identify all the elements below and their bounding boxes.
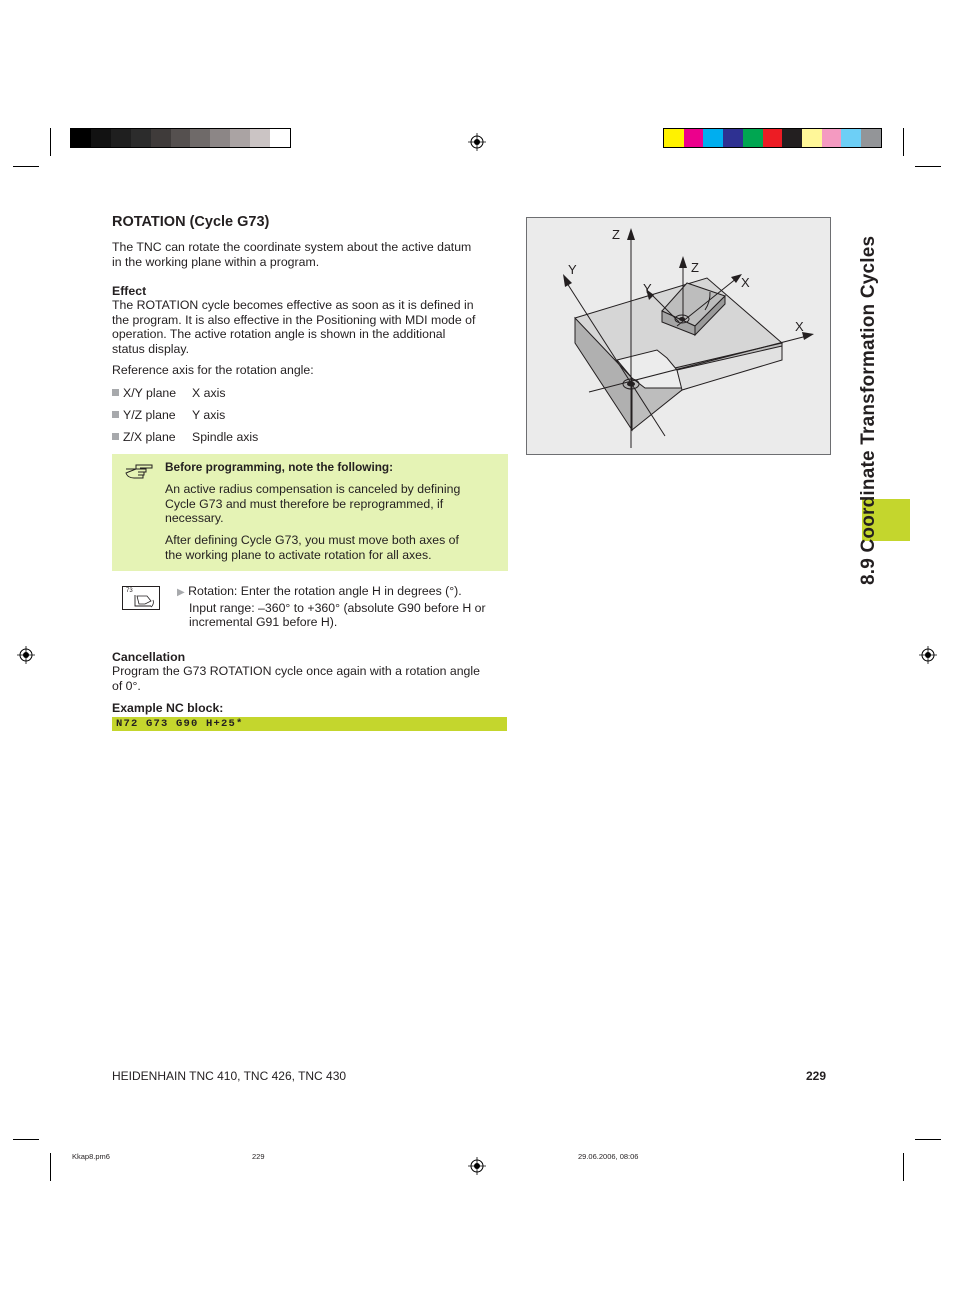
input-description xyxy=(177,584,486,630)
text-line: status display. xyxy=(112,341,190,356)
registration-mark-icon xyxy=(468,1157,486,1175)
slug-page: 229 xyxy=(252,1152,265,1161)
note-paragraph xyxy=(165,482,460,526)
color-swatch xyxy=(861,129,881,147)
text-line: the working plane to activate rotation for all axes. xyxy=(165,547,432,562)
crop-mark xyxy=(13,166,39,167)
color-swatch xyxy=(91,129,111,147)
note-box xyxy=(112,454,508,571)
color-swatch xyxy=(250,129,270,147)
color-swatch xyxy=(782,129,802,147)
text-line: The TNC can rotate the coordinate system about the active datum xyxy=(112,240,472,254)
rotation-symbol-icon xyxy=(131,592,159,609)
effect-heading: Effect xyxy=(112,284,147,298)
cancellation-paragraph xyxy=(112,664,480,693)
plane-label: Y/Z plane xyxy=(123,408,176,422)
axis-label-z-rotated: Z xyxy=(691,260,699,275)
text-line: necessary. xyxy=(165,511,224,525)
slug-date: 29.06.2006, 08:06 xyxy=(578,1152,639,1161)
text-line: the program. It is also effective in the Positioning with MDI mode of xyxy=(112,312,476,327)
bullet-icon xyxy=(112,433,119,440)
color-swatch xyxy=(703,129,723,147)
registration-mark-icon xyxy=(17,646,35,664)
text-line: Program the G73 ROTATION cycle once again with a rotation angle xyxy=(112,664,480,678)
bullet-icon xyxy=(112,389,119,396)
crop-mark xyxy=(915,166,941,167)
text-line: Cycle G73 and must therefore be reprogrammed, if xyxy=(165,496,444,511)
plane-label: X/Y plane xyxy=(123,386,177,400)
crop-mark xyxy=(903,1153,904,1181)
text-line: After defining Cycle G73, you must move both axes of xyxy=(165,533,459,547)
text-line: Input range: –360° to +360° (absolute G90 before H or xyxy=(189,600,486,615)
color-swatch xyxy=(743,129,763,147)
example-heading: Example NC block: xyxy=(112,701,224,715)
bullet-icon xyxy=(112,411,119,418)
grey-calibration-bar xyxy=(70,128,291,148)
color-swatch xyxy=(841,129,861,147)
reference-intro: Reference axis for the rotation angle: xyxy=(112,363,314,377)
cycle-73-softkey-icon xyxy=(122,586,160,610)
color-swatch xyxy=(822,129,842,147)
color-swatch xyxy=(111,129,131,147)
text-line xyxy=(177,584,486,601)
note-paragraph xyxy=(165,533,459,562)
input-line: Rotation: Enter the rotation angle H in degrees (°). xyxy=(188,584,462,598)
crop-mark xyxy=(50,128,51,156)
text-line: in the working plane within a program. xyxy=(112,254,320,269)
section-title: ROTATION (Cycle G73) xyxy=(112,214,270,230)
crop-mark xyxy=(903,128,904,156)
axis-label: Y axis xyxy=(192,408,226,422)
cancellation-heading: Cancellation xyxy=(112,650,186,664)
color-swatch xyxy=(763,129,783,147)
chapter-title: 8.9 Coordinate Transformation Cycles xyxy=(858,235,879,585)
nc-code-block: N72 G73 G90 H+25* xyxy=(112,717,507,731)
crop-mark xyxy=(50,1153,51,1181)
intro-paragraph xyxy=(112,240,471,269)
axis-label-x: X xyxy=(795,319,804,334)
color-calibration-bar xyxy=(663,128,882,148)
color-swatch xyxy=(230,129,250,147)
registration-mark-icon xyxy=(468,133,486,151)
crop-mark xyxy=(13,1139,39,1140)
text-line: The ROTATION cycle becomes effective as soon as it is defined in xyxy=(112,298,474,312)
text-line: operation. The active rotation angle is shown in the additional xyxy=(112,327,446,341)
text-line: An active radius compensation is canceled by defining xyxy=(165,482,461,496)
axis-label-x-rotated: X xyxy=(741,275,750,290)
axis-label-z: Z xyxy=(612,227,620,242)
slug-filename: Kkap8.pm6 xyxy=(72,1152,110,1161)
color-swatch xyxy=(270,129,290,147)
axis-label-y-rotated: Y xyxy=(643,281,652,296)
text-line: incremental G91 before H). xyxy=(189,615,338,629)
color-swatch xyxy=(190,129,210,147)
axis-label: Spindle axis xyxy=(192,430,259,444)
color-swatch xyxy=(210,129,230,147)
axis-label: X axis xyxy=(192,386,226,400)
list-item xyxy=(112,430,258,444)
color-swatch xyxy=(71,129,91,147)
list-item xyxy=(112,408,225,422)
color-swatch xyxy=(131,129,151,147)
color-swatch xyxy=(664,129,684,147)
list-item xyxy=(112,386,226,400)
triangle-bullet-icon: ▶ xyxy=(177,587,185,598)
crop-mark xyxy=(915,1139,941,1140)
axis-label-y: Y xyxy=(568,262,577,277)
color-swatch xyxy=(171,129,191,147)
page-number: 229 xyxy=(806,1069,827,1083)
color-swatch xyxy=(684,129,704,147)
text-line: of 0°. xyxy=(112,678,141,693)
rotation-diagram xyxy=(526,217,831,455)
pointing-hand-icon xyxy=(124,461,154,481)
registration-mark-icon xyxy=(919,646,937,664)
softkey-label: 73 xyxy=(126,588,133,594)
color-swatch xyxy=(723,129,743,147)
color-swatch xyxy=(151,129,171,147)
plane-label: Z/X plane xyxy=(123,430,176,444)
note-heading: Before programming, note the following: xyxy=(165,460,394,474)
color-swatch xyxy=(802,129,822,147)
effect-paragraph xyxy=(112,298,475,356)
manual-title: HEIDENHAIN TNC 410, TNC 426, TNC 430 xyxy=(112,1069,347,1083)
